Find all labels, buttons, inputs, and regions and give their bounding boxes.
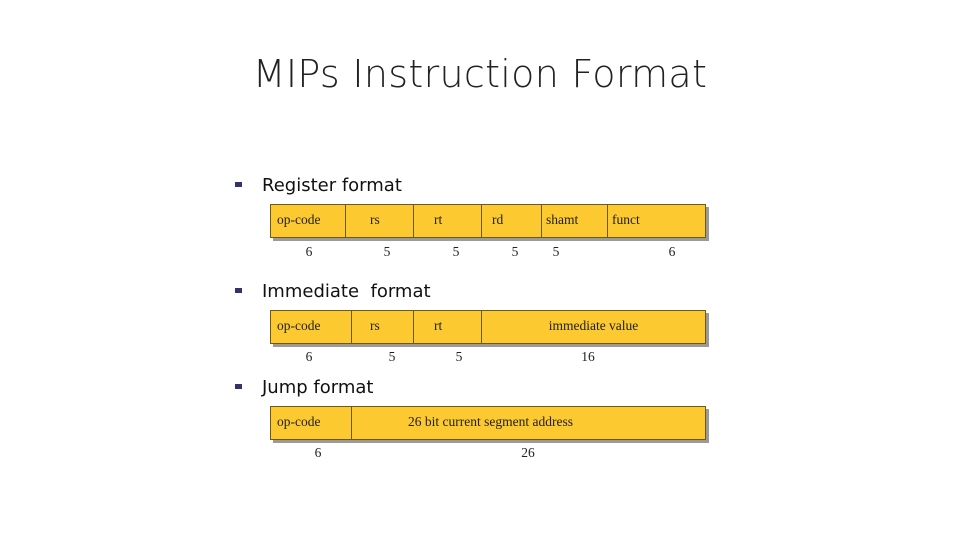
bits-rs: 5 — [388, 349, 396, 364]
field-funct: funct — [607, 205, 705, 237]
field-rt: rt — [413, 311, 481, 343]
register-format-label: Register format — [262, 175, 402, 196]
field-rd: rd — [481, 205, 541, 237]
register-format-heading — [235, 175, 402, 197]
field-rt: rt — [413, 205, 481, 237]
bits-rt: 5 — [455, 349, 463, 364]
field-op-code: op-code — [277, 318, 321, 333]
field-rs: rs — [351, 311, 413, 343]
bits-op-code: 6 — [314, 445, 322, 460]
bits-shamt: 5 — [552, 244, 560, 259]
bullet-icon — [235, 182, 242, 187]
bits-funct: 6 — [668, 244, 676, 259]
immediate-format-heading — [235, 281, 431, 303]
slide-title: MIPs Instruction Format — [252, 52, 708, 96]
field-op-code: op-code — [277, 414, 321, 429]
field-immediate-value: immediate value — [481, 311, 705, 343]
bits-op-code: 6 — [305, 244, 313, 259]
jump-format-heading — [235, 377, 373, 399]
bits-op-code: 6 — [305, 349, 313, 364]
field-op-code: op-code — [277, 212, 321, 227]
bits-rd: 5 — [511, 244, 519, 259]
bullet-icon — [235, 288, 242, 293]
bits-immediate: 16 — [581, 349, 595, 364]
bullet-icon — [235, 384, 242, 389]
bits-rt: 5 — [452, 244, 460, 259]
field-rs: rs — [345, 205, 413, 237]
jump-format-label: Jump format — [262, 377, 374, 398]
jump-format-bar — [270, 406, 706, 440]
bits-rs: 5 — [383, 244, 391, 259]
immediate-format-label: Immediate format — [262, 281, 431, 302]
register-format-bar — [270, 204, 706, 238]
field-shamt: shamt — [541, 205, 607, 237]
bits-address: 26 — [521, 445, 535, 460]
field-segment-address: 26 bit current segment address — [351, 407, 705, 439]
immediate-format-bar — [270, 310, 706, 344]
